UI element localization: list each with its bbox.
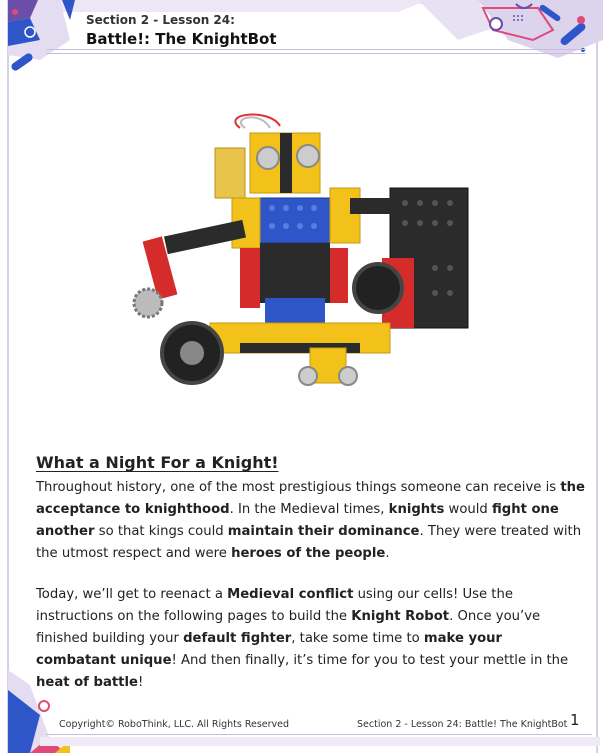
text-run: default fighter bbox=[183, 631, 292, 646]
text-run: Medieval conflict bbox=[227, 587, 354, 602]
header-corner-graphic bbox=[0, 0, 80, 80]
page-number: 1 bbox=[570, 711, 580, 729]
right-margin-rule bbox=[596, 0, 598, 753]
text-run: using our cells! Use the instructions on the following pages to build the bbox=[36, 587, 513, 624]
text-run: ! bbox=[137, 675, 144, 690]
header-rule bbox=[46, 49, 586, 50]
text-run: Knight Robot bbox=[351, 609, 450, 624]
text-run: heroes of the people bbox=[231, 546, 386, 561]
knightbot-robot-image bbox=[120, 108, 480, 408]
lesson-title: Battle!: The KnightBot bbox=[86, 30, 277, 48]
left-margin-rule bbox=[7, 0, 9, 753]
section-heading: What a Night For a Knight! bbox=[36, 453, 279, 472]
text-run: make your combatant unique bbox=[36, 631, 503, 668]
text-run: , take some time to bbox=[291, 631, 424, 646]
copyright-notice: Copyright© RoboThink, LLC. All Rights Reserved bbox=[59, 719, 290, 730]
intro-paragraph bbox=[36, 477, 586, 565]
text-run: fight one another bbox=[36, 502, 559, 539]
text-run: . bbox=[385, 546, 390, 561]
text-run: heat of bbox=[36, 675, 89, 690]
footer-rule bbox=[46, 734, 592, 735]
section-label: Section 2 - Lesson 24: bbox=[86, 13, 235, 27]
text-run: ! And then finally, it’s time for you to test your mettle in the bbox=[171, 653, 569, 668]
text-run: battle bbox=[88, 675, 138, 690]
instructions-paragraph bbox=[36, 584, 586, 694]
text-run: would bbox=[444, 502, 492, 517]
footer-section-title: Section 2 - Lesson 24: Battle! The KnightBot bbox=[357, 719, 568, 730]
header-rule-2 bbox=[46, 53, 586, 54]
text-run: knights bbox=[388, 502, 445, 517]
text-run: the acceptance to knighthood bbox=[36, 480, 585, 517]
text-run: so that kings could bbox=[94, 524, 228, 539]
text-run: Throughout history, one of the most prestigious things someone can receive is bbox=[36, 480, 561, 495]
text-run: Today, we’ll get to reenact a bbox=[36, 587, 228, 602]
text-run: . They were treated with the utmost respect and were bbox=[36, 524, 582, 561]
text-run: . In the Medieval times, bbox=[229, 502, 389, 517]
footer-band bbox=[40, 737, 600, 746]
text-run: . Once you’ve finished building your bbox=[36, 609, 541, 646]
text-run: maintain their dominance bbox=[227, 524, 420, 539]
